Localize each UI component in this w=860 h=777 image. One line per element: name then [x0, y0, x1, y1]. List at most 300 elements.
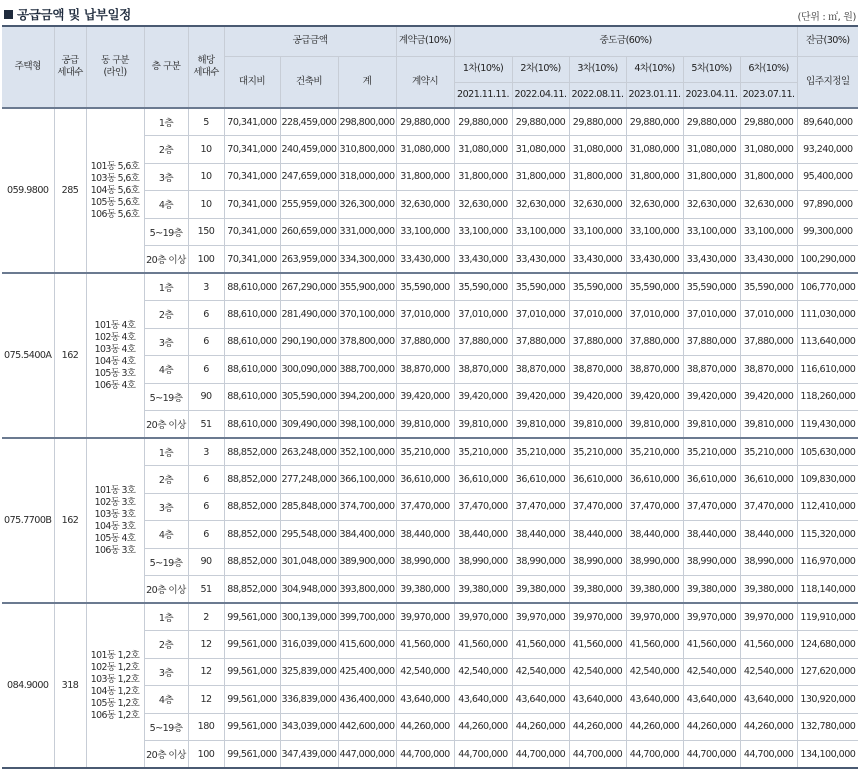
cell-building: 325,839,000 — [280, 658, 338, 686]
cell-count: 6 — [188, 466, 224, 494]
cell-count: 90 — [188, 548, 224, 576]
cell-balance: 127,620,000 — [797, 658, 858, 686]
cell-middle: 39,970,000 — [626, 603, 683, 631]
cell-middle: 39,380,000 — [454, 576, 512, 604]
cell-middle: 29,880,000 — [740, 108, 797, 136]
cell-land: 88,610,000 — [224, 411, 280, 439]
cell-balance: 118,260,000 — [797, 383, 858, 411]
header-date: 2022.04.11. — [512, 82, 569, 108]
cell-middle: 29,880,000 — [569, 108, 626, 136]
dong-line: 106동 3호 — [94, 544, 136, 556]
cell-middle: 32,630,000 — [740, 191, 797, 219]
cell-middle: 33,100,000 — [454, 218, 512, 246]
cell-middle: 35,590,000 — [626, 273, 683, 301]
cell-total: 326,300,000 — [338, 191, 396, 219]
header-dong-lines — [87, 55, 144, 79]
cell-middle: 33,430,000 — [512, 246, 569, 274]
cell-contract: 39,380,000 — [396, 576, 454, 604]
cell-middle: 36,610,000 — [569, 466, 626, 494]
header-line: 동 구분 — [101, 55, 129, 66]
cell-middle: 41,560,000 — [740, 631, 797, 659]
table-row — [2, 603, 858, 631]
cell-middle: 39,380,000 — [512, 576, 569, 604]
cell-middle: 43,640,000 — [512, 686, 569, 714]
cell-balance: 99,300,000 — [797, 218, 858, 246]
cell-type: 084.9000 — [2, 603, 54, 768]
dong-line: 104동 3호 — [94, 520, 136, 532]
cell-middle: 44,260,000 — [740, 713, 797, 741]
cell-middle: 39,810,000 — [512, 411, 569, 439]
cell-contract: 36,610,000 — [396, 466, 454, 494]
cell-count: 6 — [188, 328, 224, 356]
cell-type: 075.7700B — [2, 438, 54, 603]
cell-middle: 39,420,000 — [683, 383, 740, 411]
cell-contract: 35,590,000 — [396, 273, 454, 301]
cell-building: 316,039,000 — [280, 631, 338, 659]
cell-count: 6 — [188, 493, 224, 521]
cell-middle: 44,260,000 — [683, 713, 740, 741]
cell-building: 336,839,000 — [280, 686, 338, 714]
header-date: 2023.01.11. — [626, 82, 683, 108]
cell-land: 88,852,000 — [224, 521, 280, 549]
cell-contract: 41,560,000 — [396, 631, 454, 659]
header-date: 2021.11.11. — [454, 82, 512, 108]
cell-land: 88,610,000 — [224, 356, 280, 384]
cell-contract: 33,100,000 — [396, 218, 454, 246]
cell-land: 88,852,000 — [224, 548, 280, 576]
table-header — [2, 26, 858, 108]
table-body — [2, 108, 858, 768]
cell-count: 6 — [188, 521, 224, 549]
cell-middle: 39,970,000 — [512, 603, 569, 631]
cell-middle: 37,470,000 — [569, 493, 626, 521]
cell-land: 88,852,000 — [224, 466, 280, 494]
cell-middle: 37,880,000 — [512, 328, 569, 356]
header-count-lines — [189, 55, 224, 79]
cell-middle: 32,630,000 — [683, 191, 740, 219]
cell-balance: 132,780,000 — [797, 713, 858, 741]
square-bullet-icon — [4, 10, 13, 19]
cell-middle: 37,470,000 — [626, 493, 683, 521]
cell-land: 99,561,000 — [224, 686, 280, 714]
cell-building: 304,948,000 — [280, 576, 338, 604]
cell-land: 70,341,000 — [224, 108, 280, 136]
cell-building: 309,490,000 — [280, 411, 338, 439]
dong-line: 102동 1,2호 — [90, 661, 140, 673]
cell-floor: 4층 — [144, 356, 188, 384]
header-line: 세대수 — [193, 67, 219, 78]
cell-middle: 31,800,000 — [740, 163, 797, 191]
cell-total: 378,800,000 — [338, 328, 396, 356]
cell-floor: 1층 — [144, 273, 188, 301]
cell-contract: 35,210,000 — [396, 438, 454, 466]
cell-middle: 31,800,000 — [683, 163, 740, 191]
cell-middle: 42,540,000 — [569, 658, 626, 686]
header-middle-group: 중도금(60%) — [454, 26, 797, 56]
cell-middle: 37,010,000 — [512, 301, 569, 329]
cell-middle: 39,380,000 — [740, 576, 797, 604]
cell-balance: 100,290,000 — [797, 246, 858, 274]
cell-middle: 41,560,000 — [569, 631, 626, 659]
cell-land: 99,561,000 — [224, 713, 280, 741]
table-row — [2, 438, 858, 466]
cell-contract: 39,970,000 — [396, 603, 454, 631]
cell-floor: 2층 — [144, 631, 188, 659]
cell-land: 88,852,000 — [224, 493, 280, 521]
cell-floor: 1층 — [144, 603, 188, 631]
dong-line: 104동 5,6호 — [90, 184, 140, 196]
cell-building: 295,548,000 — [280, 521, 338, 549]
cell-middle: 39,420,000 — [569, 383, 626, 411]
cell-middle: 42,540,000 — [454, 658, 512, 686]
cell-floor: 5~19층 — [144, 383, 188, 411]
cell-count: 3 — [188, 438, 224, 466]
header-type: 주택형 — [2, 26, 54, 108]
cell-contract: 42,540,000 — [396, 658, 454, 686]
header-date: 2022.08.11. — [569, 82, 626, 108]
cell-building: 301,048,000 — [280, 548, 338, 576]
cell-middle: 39,420,000 — [740, 383, 797, 411]
cell-middle: 37,470,000 — [683, 493, 740, 521]
cell-count: 150 — [188, 218, 224, 246]
cell-floor: 4층 — [144, 191, 188, 219]
header-date: 2023.07.11. — [740, 82, 797, 108]
cell-total: 388,700,000 — [338, 356, 396, 384]
cell-middle: 39,810,000 — [740, 411, 797, 439]
header-installment: 5차(10%) — [683, 56, 740, 82]
cell-building: 343,039,000 — [280, 713, 338, 741]
cell-land: 99,561,000 — [224, 741, 280, 769]
header-line: 해당 — [197, 55, 215, 66]
cell-middle: 41,560,000 — [454, 631, 512, 659]
cell-middle: 31,080,000 — [626, 136, 683, 164]
cell-building: 240,459,000 — [280, 136, 338, 164]
cell-total: 318,000,000 — [338, 163, 396, 191]
cell-count: 51 — [188, 576, 224, 604]
cell-middle: 31,800,000 — [454, 163, 512, 191]
cell-balance: 89,640,000 — [797, 108, 858, 136]
cell-land: 99,561,000 — [224, 631, 280, 659]
dong-line: 103동 4호 — [94, 343, 136, 355]
cell-middle: 38,870,000 — [740, 356, 797, 384]
cell-building: 347,439,000 — [280, 741, 338, 769]
cell-middle: 44,260,000 — [512, 713, 569, 741]
cell-land: 70,341,000 — [224, 163, 280, 191]
table-row — [2, 108, 858, 136]
cell-middle: 37,470,000 — [512, 493, 569, 521]
cell-balance: 106,770,000 — [797, 273, 858, 301]
cell-contract: 38,440,000 — [396, 521, 454, 549]
cell-floor: 20층 이상 — [144, 246, 188, 274]
cell-middle: 29,880,000 — [512, 108, 569, 136]
cell-count: 180 — [188, 713, 224, 741]
cell-middle: 39,380,000 — [626, 576, 683, 604]
cell-total: 374,700,000 — [338, 493, 396, 521]
dong-line: 101동 3호 — [94, 484, 136, 496]
cell-land: 88,852,000 — [224, 576, 280, 604]
section-header — [0, 0, 860, 26]
cell-total: 415,600,000 — [338, 631, 396, 659]
cell-middle: 35,210,000 — [569, 438, 626, 466]
cell-middle: 35,210,000 — [512, 438, 569, 466]
cell-middle: 31,800,000 — [569, 163, 626, 191]
cell-middle: 39,970,000 — [454, 603, 512, 631]
cell-land: 88,610,000 — [224, 301, 280, 329]
cell-middle: 31,080,000 — [683, 136, 740, 164]
cell-total: 334,300,000 — [338, 246, 396, 274]
cell-floor: 2층 — [144, 466, 188, 494]
cell-count: 10 — [188, 136, 224, 164]
cell-middle: 43,640,000 — [740, 686, 797, 714]
cell-middle: 36,610,000 — [454, 466, 512, 494]
cell-building: 281,490,000 — [280, 301, 338, 329]
cell-total: 442,600,000 — [338, 713, 396, 741]
cell-total: 370,100,000 — [338, 301, 396, 329]
dong-line: 101동 1,2호 — [90, 649, 140, 661]
cell-middle: 37,010,000 — [454, 301, 512, 329]
cell-middle: 35,590,000 — [740, 273, 797, 301]
cell-middle: 35,210,000 — [740, 438, 797, 466]
cell-balance: 134,100,000 — [797, 741, 858, 769]
cell-dong — [86, 603, 144, 768]
cell-middle: 44,700,000 — [740, 741, 797, 769]
header-installment: 4차(10%) — [626, 56, 683, 82]
cell-middle: 38,440,000 — [740, 521, 797, 549]
header-line: (라인) — [103, 67, 127, 78]
header-balance-group: 잔금(30%) — [797, 26, 858, 56]
cell-middle: 38,440,000 — [512, 521, 569, 549]
dong-line: 101동 4호 — [94, 319, 136, 331]
cell-total: 389,900,000 — [338, 548, 396, 576]
cell-floor: 1층 — [144, 438, 188, 466]
cell-middle: 39,420,000 — [626, 383, 683, 411]
cell-floor: 5~19층 — [144, 548, 188, 576]
cell-middle: 42,540,000 — [626, 658, 683, 686]
cell-dong — [86, 438, 144, 603]
cell-middle: 35,590,000 — [683, 273, 740, 301]
cell-type: 075.5400A — [2, 273, 54, 438]
cell-middle: 37,470,000 — [740, 493, 797, 521]
cell-balance: 109,830,000 — [797, 466, 858, 494]
header-supply-lines — [55, 55, 86, 79]
cell-balance: 95,400,000 — [797, 163, 858, 191]
cell-total: 298,800,000 — [338, 108, 396, 136]
cell-middle: 44,260,000 — [626, 713, 683, 741]
cell-total: 384,400,000 — [338, 521, 396, 549]
cell-building: 263,248,000 — [280, 438, 338, 466]
cell-middle: 37,880,000 — [454, 328, 512, 356]
cell-middle: 39,810,000 — [683, 411, 740, 439]
cell-middle: 39,810,000 — [569, 411, 626, 439]
cell-building: 247,659,000 — [280, 163, 338, 191]
cell-count: 2 — [188, 603, 224, 631]
cell-total: 310,800,000 — [338, 136, 396, 164]
header-land: 대지비 — [224, 56, 280, 108]
cell-contract: 39,810,000 — [396, 411, 454, 439]
header-line: 공급 — [61, 55, 79, 66]
cell-contract: 33,430,000 — [396, 246, 454, 274]
cell-count: 6 — [188, 301, 224, 329]
dong-line: 105동 1,2호 — [90, 697, 140, 709]
cell-middle: 33,100,000 — [740, 218, 797, 246]
cell-contract: 37,470,000 — [396, 493, 454, 521]
cell-middle: 37,470,000 — [454, 493, 512, 521]
header-total: 계 — [338, 56, 396, 108]
dong-line: 106동 1,2호 — [90, 709, 140, 721]
cell-contract: 38,870,000 — [396, 356, 454, 384]
cell-middle: 29,880,000 — [683, 108, 740, 136]
dong-line: 105동 5,6호 — [90, 196, 140, 208]
header-supply — [54, 26, 86, 108]
cell-building: 305,590,000 — [280, 383, 338, 411]
cell-building: 267,290,000 — [280, 273, 338, 301]
cell-balance: 105,630,000 — [797, 438, 858, 466]
cell-count: 12 — [188, 631, 224, 659]
cell-total: 447,000,000 — [338, 741, 396, 769]
price-table — [2, 25, 858, 769]
cell-balance: 112,410,000 — [797, 493, 858, 521]
cell-middle: 36,610,000 — [512, 466, 569, 494]
cell-middle: 33,430,000 — [740, 246, 797, 274]
cell-middle: 44,700,000 — [454, 741, 512, 769]
cell-middle: 36,610,000 — [740, 466, 797, 494]
dong-lines — [87, 161, 144, 221]
cell-floor: 2층 — [144, 301, 188, 329]
cell-middle: 44,700,000 — [626, 741, 683, 769]
cell-type: 059.9800 — [2, 108, 54, 273]
cell-floor: 20층 이상 — [144, 741, 188, 769]
cell-middle: 38,870,000 — [454, 356, 512, 384]
dong-line: 102동 4호 — [94, 331, 136, 343]
cell-building: 300,090,000 — [280, 356, 338, 384]
header-date: 2023.04.11. — [683, 82, 740, 108]
cell-contract: 32,630,000 — [396, 191, 454, 219]
cell-building: 260,659,000 — [280, 218, 338, 246]
cell-middle: 37,010,000 — [683, 301, 740, 329]
cell-floor: 4층 — [144, 686, 188, 714]
cell-middle: 44,700,000 — [512, 741, 569, 769]
dong-line: 103동 3호 — [94, 508, 136, 520]
cell-middle: 31,080,000 — [569, 136, 626, 164]
cell-count: 12 — [188, 658, 224, 686]
cell-balance: 118,140,000 — [797, 576, 858, 604]
cell-balance: 124,680,000 — [797, 631, 858, 659]
cell-supply: 162 — [54, 273, 86, 438]
cell-contract: 44,260,000 — [396, 713, 454, 741]
cell-land: 99,561,000 — [224, 658, 280, 686]
cell-floor: 5~19층 — [144, 218, 188, 246]
header-contract-group: 계약금(10%) — [396, 26, 454, 56]
cell-contract: 31,080,000 — [396, 136, 454, 164]
cell-middle: 37,880,000 — [626, 328, 683, 356]
header-installment: 2차(10%) — [512, 56, 569, 82]
header-line: 세대수 — [57, 67, 83, 78]
cell-building: 228,459,000 — [280, 108, 338, 136]
cell-building: 285,848,000 — [280, 493, 338, 521]
cell-middle: 37,880,000 — [740, 328, 797, 356]
cell-middle: 38,990,000 — [626, 548, 683, 576]
cell-middle: 35,590,000 — [569, 273, 626, 301]
dong-lines — [87, 650, 144, 722]
cell-floor: 20층 이상 — [144, 576, 188, 604]
cell-middle: 41,560,000 — [512, 631, 569, 659]
cell-contract: 38,990,000 — [396, 548, 454, 576]
cell-middle: 39,380,000 — [569, 576, 626, 604]
cell-middle: 37,010,000 — [569, 301, 626, 329]
cell-count: 90 — [188, 383, 224, 411]
header-installment: 1차(10%) — [454, 56, 512, 82]
cell-middle: 31,800,000 — [626, 163, 683, 191]
cell-building: 290,190,000 — [280, 328, 338, 356]
cell-count: 100 — [188, 246, 224, 274]
cell-middle: 43,640,000 — [569, 686, 626, 714]
dong-line: 105동 3호 — [94, 367, 136, 379]
dong-line: 106동 4호 — [94, 379, 136, 391]
dong-line: 104동 1,2호 — [90, 685, 140, 697]
dong-line: 101동 5,6호 — [90, 160, 140, 172]
cell-supply: 162 — [54, 438, 86, 603]
cell-middle: 38,990,000 — [569, 548, 626, 576]
cell-middle: 41,560,000 — [626, 631, 683, 659]
cell-total: 393,800,000 — [338, 576, 396, 604]
cell-contract: 37,010,000 — [396, 301, 454, 329]
cell-middle: 38,440,000 — [569, 521, 626, 549]
cell-land: 70,341,000 — [224, 246, 280, 274]
cell-balance: 113,640,000 — [797, 328, 858, 356]
cell-middle: 31,080,000 — [512, 136, 569, 164]
cell-middle: 38,990,000 — [512, 548, 569, 576]
cell-floor: 2층 — [144, 136, 188, 164]
cell-middle: 43,640,000 — [683, 686, 740, 714]
unit-note: (단위 : ㎡, 원) — [797, 12, 856, 23]
cell-land: 70,341,000 — [224, 136, 280, 164]
cell-middle: 44,260,000 — [569, 713, 626, 741]
header-contract-sub: 계약시 — [396, 56, 454, 108]
cell-middle: 29,880,000 — [626, 108, 683, 136]
header-dong — [86, 26, 144, 108]
cell-middle: 38,990,000 — [683, 548, 740, 576]
cell-middle: 42,540,000 — [740, 658, 797, 686]
cell-floor: 3층 — [144, 163, 188, 191]
cell-land: 70,341,000 — [224, 218, 280, 246]
cell-count: 51 — [188, 411, 224, 439]
cell-floor: 3층 — [144, 328, 188, 356]
cell-middle: 38,870,000 — [512, 356, 569, 384]
cell-floor: 3층 — [144, 493, 188, 521]
section-title — [4, 5, 131, 23]
cell-middle: 32,630,000 — [454, 191, 512, 219]
cell-middle: 31,080,000 — [454, 136, 512, 164]
cell-middle: 39,380,000 — [683, 576, 740, 604]
cell-total: 436,400,000 — [338, 686, 396, 714]
cell-count: 12 — [188, 686, 224, 714]
cell-middle: 33,100,000 — [683, 218, 740, 246]
cell-middle: 38,990,000 — [740, 548, 797, 576]
cell-balance: 116,970,000 — [797, 548, 858, 576]
cell-middle: 35,210,000 — [454, 438, 512, 466]
cell-middle: 39,420,000 — [512, 383, 569, 411]
cell-middle: 37,010,000 — [626, 301, 683, 329]
header-building: 건축비 — [280, 56, 338, 108]
cell-contract: 39,420,000 — [396, 383, 454, 411]
table-row — [2, 273, 858, 301]
cell-middle: 38,870,000 — [569, 356, 626, 384]
cell-contract: 31,800,000 — [396, 163, 454, 191]
header-balance-sub: 입주지정일 — [797, 56, 858, 108]
dong-line: 103동 5,6호 — [90, 172, 140, 184]
cell-count: 100 — [188, 741, 224, 769]
cell-middle: 38,870,000 — [626, 356, 683, 384]
